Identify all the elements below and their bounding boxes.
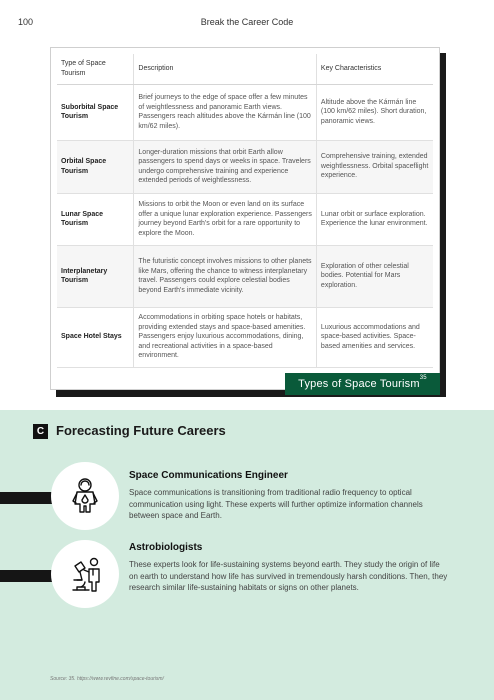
table-header-row: [57, 54, 433, 84]
row-characteristics: Exploration of other celestial bodies. Potential for Mars exploration.: [316, 245, 433, 307]
section-title: Forecasting Future Careers: [56, 423, 226, 438]
row-type: Space Hotel Stays: [57, 307, 134, 367]
career-icon-circle: [51, 462, 119, 530]
running-title: Break the Career Code: [200, 17, 294, 27]
row-characteristics: Luxurious accommodations and space-based activities. Space-based amenities and services.: [316, 307, 433, 367]
column-header-description: Description: [134, 54, 317, 84]
table-caption-ref: 35: [419, 375, 427, 381]
career-title: Space Communications Engineer: [129, 470, 288, 481]
page-number: 100: [18, 17, 34, 27]
table-caption: [285, 373, 440, 395]
career-description: These experts look for life-sustaining systems beyond earth. They study the origin of life on earth to understand how life has survived in tremendously harsh conditions. Then, they research similar life-sustaining habitats or signs on other planets.: [129, 560, 448, 592]
career-icon-circle: [51, 540, 119, 608]
row-characteristics: Altitude above the Kármán line (100 km/62 miles). Short duration, panoramic views.: [316, 84, 433, 140]
row-characteristics: Lunar orbit or surface exploration. Experience the lunar environment.: [316, 193, 433, 245]
space-tourism-table-card: [50, 47, 440, 390]
table-row: [57, 84, 433, 140]
page-header: [0, 0, 494, 38]
table-row: [57, 193, 433, 245]
row-description: Missions to orbit the Moon or even land on its surface offer a unique lunar exploration experience. Passengers journey beyond Earth's orbit for a rare opportunity to explore the Moon.: [134, 193, 317, 245]
row-type: Interplanetary Tourism: [57, 245, 134, 307]
row-type: Suborbital Space Tourism: [57, 84, 134, 140]
row-description: Brief journeys to the edge of space offer a few minutes of weightlessness and panoramic Earth views. Passengers reach altitudes above the Kármán line (100 km/62 miles).: [134, 84, 317, 140]
table-caption-text: Types of Space Tourism: [298, 378, 420, 390]
source-note: Source: 35. https://www.revfine.com/space-tourism/: [50, 676, 164, 682]
table-row: [57, 140, 433, 193]
row-description: The futuristic concept involves missions to other planets like Mars, offering the chance to witness interplanetary travel. Passengers could explore celestial bodies beyond Earth's immediate vicinity.: [134, 245, 317, 307]
astronaut-icon: [65, 476, 105, 516]
career-description: Space communications is transitioning from traditional radio frequency to optical communication using light. These experts will further optimize information channels between space and Earth.: [129, 488, 423, 520]
section-letter-badge: C: [33, 424, 48, 439]
column-header-characteristics: Key Characteristics: [316, 54, 433, 84]
space-tourism-table: [57, 54, 433, 368]
row-type: Orbital Space Tourism: [57, 140, 134, 193]
table-row: [57, 245, 433, 307]
table-row: [57, 307, 433, 367]
row-type: Lunar Space Tourism: [57, 193, 134, 245]
row-characteristics: Comprehensive training, extended weightlessness. Orbital spaceflight experience.: [316, 140, 433, 193]
row-description: Accommodations in orbiting space hotels or habitats, providing extended stays and space-based amenities. Passengers enjoy luxurious accommodations, dining, and recreational activities in a space-based environment.: [134, 307, 317, 367]
row-description: Longer-duration missions that orbit Earth allow passengers to spend days or weeks in space. Travelers undergo comprehensive training and experience extended periods of weightlessness.: [134, 140, 317, 193]
microscope-scientist-icon: [65, 554, 105, 594]
career-title: Astrobiologists: [129, 542, 203, 553]
column-header-type: Type of Space Tourism: [57, 54, 134, 84]
